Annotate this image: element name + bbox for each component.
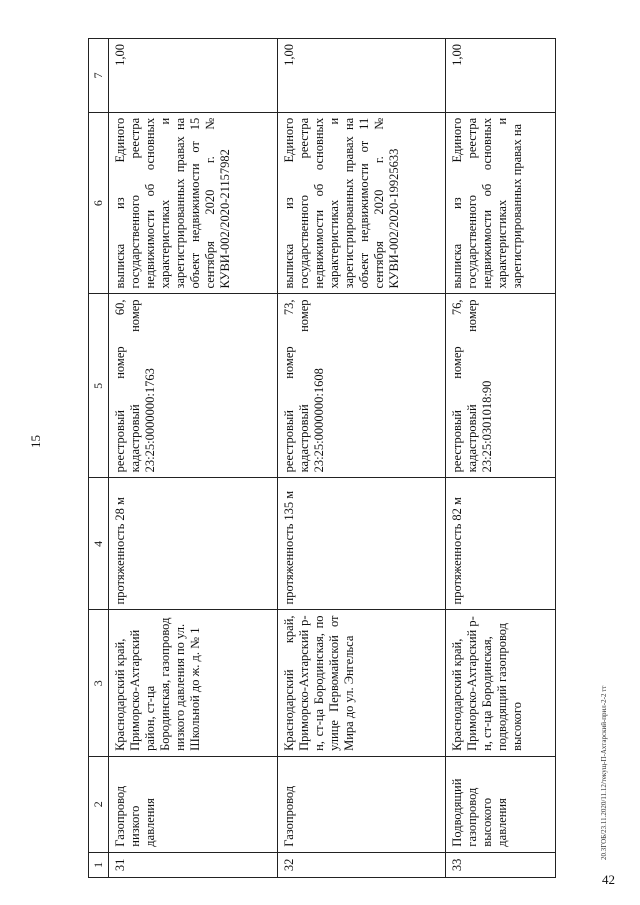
registry-extract: выписка из Единого государственного реестра недвижимости об основных характеристиках и зарегистрированных правах на объект недвижимости от 11 сентября 2020 г. № КУВИ-002/2020-19925633: [277, 112, 446, 294]
page-number-top: 15: [28, 435, 43, 448]
ownership-share: 1,00: [109, 39, 278, 113]
object-name: Газопровод низкого давления: [109, 756, 278, 852]
registry-number: реестровый номер 73, кадастровый номер 23:25:0000000:1608: [277, 294, 446, 478]
object-address: Краснодарский край, Приморско-Ахтарский р-н, ст-ца Бородинская, подводящий газопровод высокого: [446, 610, 556, 756]
object-length: протяженность 82 м: [446, 478, 556, 610]
header-col-6: 6: [89, 112, 109, 294]
registry-number: реестровый номер 76, кадастровый номер 23:25:0301018:90: [446, 294, 556, 478]
table-row: [109, 39, 278, 878]
object-length: протяженность 28 м: [109, 478, 278, 610]
ownership-share: 1,00: [446, 39, 556, 113]
registry-extract: выписка из Единого государственного реестра недвижимости об основных характеристиках и зарегистрированных правах на объект недвижимости от 15 сентября 2020 г. № КУВИ-002/2020-21157982: [109, 112, 278, 294]
document-footer-code: 20.ЗГОБ/23.11.2020/11.12/текущ-П-Ахтарский-прил-2-2 тт: [600, 685, 608, 860]
row-number: 32: [277, 852, 446, 877]
object-name: Подводящий газопровод высокого давления: [446, 756, 556, 852]
object-length: протяженность 135 м: [277, 478, 446, 610]
header-col-1: 1: [89, 852, 109, 877]
object-name: Газопровод: [277, 756, 446, 852]
registry-table-rotated: [88, 38, 556, 878]
table-row: [277, 39, 446, 878]
registry-table: [88, 38, 556, 878]
table-header-row: [89, 39, 109, 878]
row-number: 33: [446, 852, 556, 877]
ownership-share: 1,00: [277, 39, 446, 113]
object-address: Краснодарский край, Приморско-Ахтарский район, ст-ца Бородинская, газопровод низкого давления по ул. Школьной до ж. д. № 1: [109, 610, 278, 756]
header-col-2: 2: [89, 756, 109, 852]
registry-extract: выписка из Единого государственного реестра недвижимости об основных характеристиках и зарегистрированных правах на: [446, 112, 556, 294]
object-address: Краснодарский край, Приморско-Ахтарский р-н, ст-ца Бородинская, по улице Первомайской от Мира до ул. Энгельса: [277, 610, 446, 756]
page-number-bottom: 42: [602, 872, 615, 887]
header-col-3: 3: [89, 610, 109, 756]
header-col-5: 5: [89, 294, 109, 478]
row-number: 31: [109, 852, 278, 877]
registry-number: реестровый номер 60, кадастровый номер 23:25:0000000:1763: [109, 294, 278, 478]
header-col-7: 7: [89, 39, 109, 113]
table-row: [446, 39, 556, 878]
header-col-4: 4: [89, 478, 109, 610]
